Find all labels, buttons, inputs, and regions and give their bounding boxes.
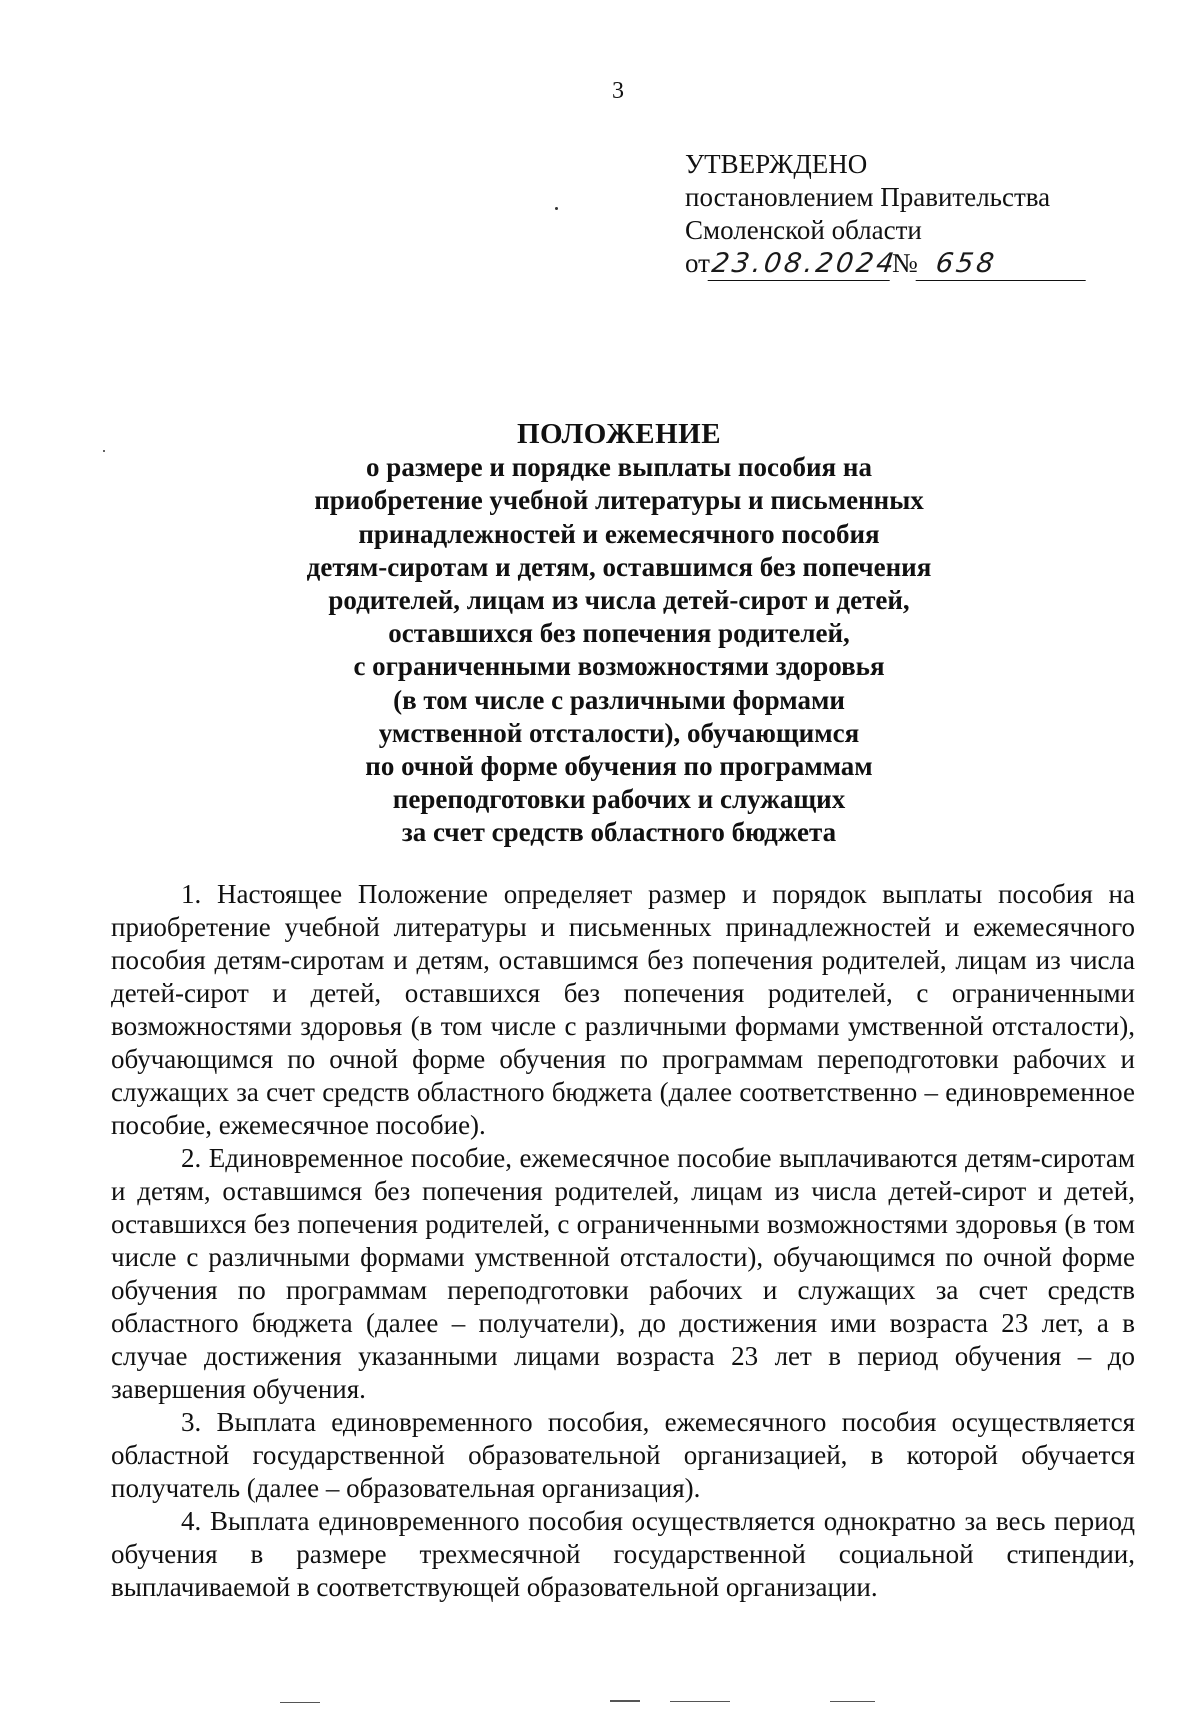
scan-speck xyxy=(103,450,105,452)
approval-issuer: постановлением Правительства xyxy=(685,182,1051,212)
document-heading xyxy=(0,418,1200,850)
heading-line: приобретение учебной литературы и письменных xyxy=(314,485,924,516)
scan-artifact-line xyxy=(610,1700,640,1702)
approval-block xyxy=(685,148,1088,285)
handwritten-date: 23.08.2024 xyxy=(708,247,895,281)
heading-line: за счет средств областного бюджета xyxy=(401,817,837,848)
page-number: 3 xyxy=(612,78,624,104)
heading-line: переподготовки рабочих и служащих xyxy=(392,784,846,815)
heading-line: (в том числе с различными формами xyxy=(393,684,845,715)
number-label: № xyxy=(891,248,918,278)
heading-line: по очной форме обучения по программам xyxy=(365,751,873,782)
scan-artifact-line xyxy=(280,1702,320,1703)
heading-line: оставшихся без попечения родителей, xyxy=(388,618,850,649)
paragraph-1: 1. Настоящее Положение определяет размер и порядок выплаты пособия на приобретение учебной литературы и письменных принадлежностей и ежемесячного пособия детям-сиротам и детям, оставшимся без попечения родителей, лицам из числа детей-сирот и детей, оставшихся без попечения родителей, с ограниченными возможностями здоровья (в том числе с различными формами умственной отсталости), обучающимся по очной форме обучения по программам переподготовки рабочих и служащих за счет средств областного бюджета (далее соответственно – единовременное пособие, ежемесячное пособие). xyxy=(111,879,1135,1140)
approval-stamp-title: УТВЕРЖДЕНО xyxy=(685,149,868,179)
heading-line: о размере и порядке выплаты пособия на xyxy=(366,452,872,483)
paragraph-4: 4. Выплата единовременного пособия осуществляется однократно за весь период обучения в размере трехмесячной государственной социальной стипендии, выплачиваемой в соответствующей образовательной организации. xyxy=(111,1506,1135,1602)
scan-speck xyxy=(555,207,558,210)
heading-line: детям-сиротам и детям, оставшимся без попечения xyxy=(306,551,932,582)
heading-line: принадлежностей и ежемесячного пособия xyxy=(358,518,880,549)
scan-artifact-line xyxy=(670,1701,730,1702)
date-prefix: от xyxy=(685,248,710,278)
document-body xyxy=(111,878,1135,1604)
paragraph-3: 3. Выплата единовременного пособия, ежемесячного пособия осуществляется областной государственной образовательной организацией, в которой обучается получатель (далее – образовательная организация). xyxy=(111,1407,1135,1503)
approval-region: Смоленской области xyxy=(685,215,922,245)
scan-artifact-line xyxy=(830,1701,875,1702)
handwritten-number: 658 xyxy=(915,247,1090,281)
heading-line: умственной отсталости), обучающимся xyxy=(378,717,860,748)
paragraph-2: 2. Единовременное пособие, ежемесячное пособие выплачиваются детям-сиротам и детям, оставшимся без попечения родителей, лицам из числа детей-сирот и детей, оставшихся без попечения родителей, с ограниченными возможностями здоровья (в том числе с различными формами умственной отсталости), обучающимся по очной форме обучения по программам переподготовки рабочих и служащих за счет средств областного бюджета (далее – получатели), до достижения ими возраста 23 лет, а в случае достижения указанными лицами возраста 23 лет в период обучения – до завершения обучения. xyxy=(111,1143,1135,1404)
document-title: ПОЛОЖЕНИЕ xyxy=(516,418,722,450)
heading-line: с ограниченными возможностями здоровья xyxy=(353,651,885,682)
approval-date-number-line xyxy=(685,247,1088,285)
heading-line: родителей, лицам из числа детей-сирот и детей, xyxy=(328,585,910,616)
